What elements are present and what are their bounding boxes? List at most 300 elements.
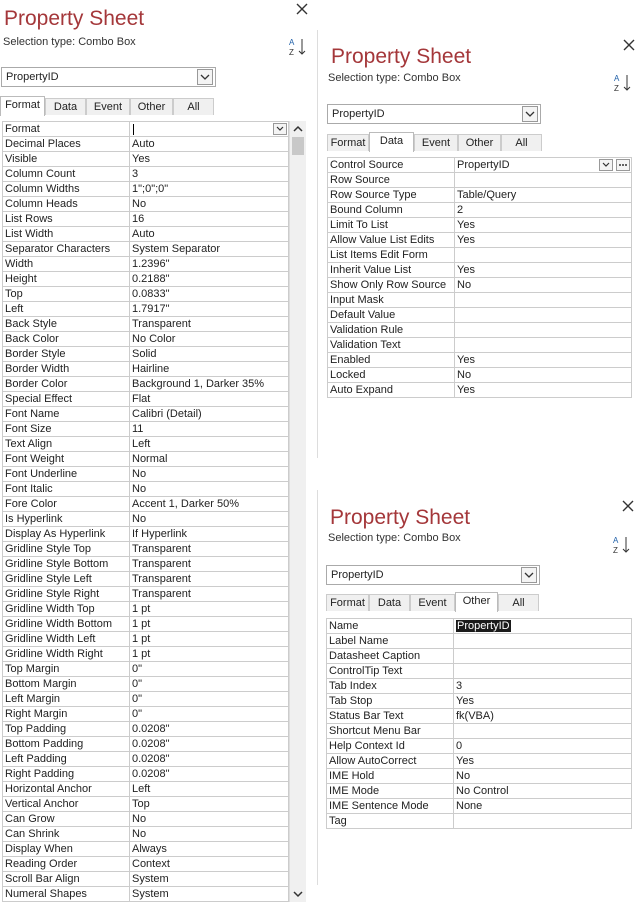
- property-label: Right Margin: [5, 708, 68, 720]
- close-icon[interactable]: [296, 3, 308, 15]
- property-row-row-source-type[interactable]: [327, 188, 632, 203]
- tab-event[interactable]: Event: [86, 98, 130, 115]
- property-value[interactable]: 16: [132, 213, 145, 225]
- property-value[interactable]: No: [132, 813, 147, 825]
- property-label: Numeral Shapes: [5, 888, 87, 900]
- column-separator: [453, 814, 454, 828]
- property-value[interactable]: Auto: [132, 138, 155, 150]
- property-row-column-count[interactable]: [2, 167, 289, 182]
- property-row-gridline-style-left[interactable]: [2, 572, 289, 587]
- tab-bar: [327, 132, 627, 151]
- property-label: Enabled: [330, 354, 371, 366]
- property-value[interactable]: Table/Query: [457, 189, 517, 201]
- property-row-height[interactable]: [2, 272, 289, 287]
- tab-data[interactable]: Data: [45, 98, 86, 115]
- row-border: [326, 709, 327, 723]
- property-row-top-margin[interactable]: [2, 662, 289, 677]
- property-row-tab-stop[interactable]: [326, 694, 632, 709]
- property-value[interactable]: No Color: [132, 333, 176, 345]
- column-separator: [129, 797, 130, 811]
- property-label: Help Context Id: [329, 740, 405, 752]
- property-value[interactable]: fk(VBA): [456, 710, 494, 722]
- close-icon[interactable]: [622, 500, 634, 512]
- property-value[interactable]: 1 pt: [132, 633, 151, 645]
- column-separator: [129, 182, 130, 196]
- property-row-allow-value-list-edits[interactable]: [327, 233, 632, 248]
- property-row-validation-text[interactable]: [327, 338, 632, 353]
- column-separator: [454, 188, 455, 202]
- property-grid: [326, 618, 632, 829]
- row-border: [2, 872, 3, 886]
- property-row-border-color[interactable]: [2, 377, 289, 392]
- property-row-text-align[interactable]: [2, 437, 289, 452]
- property-row-can-grow[interactable]: [2, 812, 289, 827]
- property-row-status-bar-text[interactable]: [326, 709, 632, 724]
- row-border: [631, 649, 632, 663]
- property-row-label-name[interactable]: [326, 634, 632, 649]
- property-row-font-italic[interactable]: [2, 482, 289, 497]
- row-border: [2, 632, 3, 646]
- property-value[interactable]: Solid: [132, 348, 157, 360]
- property-value[interactable]: 0.0208": [132, 768, 170, 780]
- row-border: [2, 842, 3, 856]
- sort-az-icon[interactable]: [289, 37, 307, 57]
- property-row-name[interactable]: [326, 619, 632, 634]
- row-border: [2, 527, 3, 541]
- property-value[interactable]: Yes: [457, 219, 475, 231]
- property-label: List Rows: [5, 213, 53, 225]
- tab-other[interactable]: Other: [455, 592, 498, 612]
- sort-az-icon[interactable]: [613, 535, 631, 555]
- property-label: Bottom Padding: [5, 738, 84, 750]
- tab-all[interactable]: All: [501, 134, 542, 151]
- column-separator: [129, 227, 130, 241]
- property-value[interactable]: 1.7917": [132, 303, 170, 315]
- property-row-bottom-margin[interactable]: [2, 677, 289, 692]
- property-row-border-style[interactable]: [2, 347, 289, 362]
- column-separator: [453, 769, 454, 783]
- property-value[interactable]: 1.2396": [132, 258, 170, 270]
- row-border: [2, 407, 3, 421]
- column-separator: [129, 647, 130, 661]
- column-separator: [453, 799, 454, 813]
- tab-all[interactable]: All: [173, 98, 214, 115]
- close-icon[interactable]: [623, 39, 635, 51]
- property-row-numeral-shapes[interactable]: [2, 887, 289, 902]
- property-row-tab-index[interactable]: [326, 679, 632, 694]
- scroll-down-icon[interactable]: [290, 886, 306, 902]
- scrollbar[interactable]: [289, 121, 306, 902]
- row-border: [631, 263, 632, 277]
- property-row-allow-autocorrect[interactable]: [326, 754, 632, 769]
- tab-other[interactable]: Other: [130, 98, 173, 115]
- property-label: Gridline Width Right: [5, 648, 103, 660]
- property-row-gridline-width-right[interactable]: [2, 647, 289, 662]
- property-label: Tab Index: [329, 680, 377, 692]
- control-selector[interactable]: [1, 67, 216, 87]
- row-border: [326, 724, 327, 738]
- row-border: [326, 769, 327, 783]
- column-separator: [129, 737, 130, 751]
- property-value[interactable]: Calibri (Detail): [132, 408, 202, 420]
- chevron-down-icon[interactable]: [521, 567, 537, 583]
- property-label: Column Heads: [5, 198, 78, 210]
- row-border: [327, 218, 328, 232]
- property-row-gridline-style-right[interactable]: [2, 587, 289, 602]
- property-row-enabled[interactable]: [327, 353, 632, 368]
- property-label: Font Weight: [5, 453, 65, 465]
- property-row-limit-to-list[interactable]: [327, 218, 632, 233]
- property-value[interactable]: Left: [132, 783, 151, 795]
- property-value[interactable]: Transparent: [132, 543, 191, 555]
- property-label: Display When: [5, 843, 73, 855]
- property-row-horizontal-anchor[interactable]: [2, 782, 289, 797]
- row-border: [631, 278, 632, 292]
- property-row-right-padding[interactable]: [2, 767, 289, 782]
- property-value[interactable]: 0.2188": [132, 273, 170, 285]
- property-row-default-value[interactable]: [327, 308, 632, 323]
- property-row-locked[interactable]: [327, 368, 632, 383]
- property-value[interactable]: System Separator: [132, 243, 221, 255]
- property-value[interactable]: 0.0833": [132, 288, 170, 300]
- property-value[interactable]: 11: [132, 423, 144, 435]
- property-row-right-margin[interactable]: [2, 707, 289, 722]
- page-title: Property Sheet: [331, 45, 472, 68]
- row-border: [631, 634, 632, 648]
- row-border: [327, 233, 328, 247]
- column-separator: [129, 332, 130, 346]
- scroll-thumb[interactable]: [292, 137, 304, 155]
- scroll-up-icon[interactable]: [290, 121, 306, 137]
- row-border: [2, 332, 3, 346]
- tab-event[interactable]: Event: [414, 134, 458, 151]
- column-separator: [129, 362, 130, 376]
- property-row-column-widths[interactable]: [2, 182, 289, 197]
- column-separator: [129, 242, 130, 256]
- property-value[interactable]: Yes: [456, 695, 474, 707]
- column-separator: [454, 233, 455, 247]
- column-separator: [129, 152, 130, 166]
- row-border: [2, 392, 3, 406]
- row-border: [631, 233, 632, 247]
- property-row-ime-hold[interactable]: [326, 769, 632, 784]
- property-value[interactable]: 2: [457, 204, 464, 216]
- row-border: [631, 173, 632, 187]
- property-label: Visible: [5, 153, 38, 165]
- property-label: Input Mask: [330, 294, 384, 306]
- row-border: [327, 278, 328, 292]
- row-border: [2, 887, 3, 901]
- svg-text:Z: Z: [614, 84, 619, 93]
- row-border: [326, 739, 327, 753]
- property-row-auto-expand[interactable]: [327, 383, 632, 398]
- property-row-back-color[interactable]: [2, 332, 289, 347]
- chevron-down-icon[interactable]: [599, 159, 613, 171]
- property-value[interactable]: 0.0208": [132, 753, 170, 765]
- property-value[interactable]: Top: [132, 798, 150, 810]
- property-row-display-as-hyperlink[interactable]: [2, 527, 289, 542]
- column-separator: [129, 122, 130, 136]
- property-label: Border Width: [5, 363, 70, 375]
- column-separator: [453, 724, 454, 738]
- property-row-shortcut-menu-bar[interactable]: [326, 724, 632, 739]
- row-border: [2, 647, 3, 661]
- tab-format[interactable]: Format: [0, 96, 45, 116]
- property-label: Back Color: [5, 333, 59, 345]
- property-value[interactable]: System: [132, 873, 169, 885]
- property-row-visible[interactable]: [2, 152, 289, 167]
- property-value[interactable]: No: [457, 279, 472, 291]
- property-row-fore-color[interactable]: [2, 497, 289, 512]
- property-value[interactable]: 1 pt: [132, 648, 151, 660]
- property-value[interactable]: Normal: [132, 453, 168, 465]
- chevron-down-icon[interactable]: [522, 106, 538, 122]
- property-label: Left: [5, 303, 24, 315]
- row-border: [326, 679, 327, 693]
- property-sheet-format: [0, 0, 312, 905]
- property-value[interactable]: No Control: [456, 785, 509, 797]
- tab-format[interactable]: Format: [327, 134, 369, 151]
- selection-type: Selection type: Combo Box: [328, 532, 461, 544]
- row-border: [2, 167, 3, 181]
- property-value[interactable]: 1 pt: [132, 618, 151, 630]
- property-row-row-source[interactable]: [327, 173, 632, 188]
- column-separator: [129, 467, 130, 481]
- property-row-width[interactable]: [2, 257, 289, 272]
- row-border: [327, 368, 328, 382]
- property-row-validation-rule[interactable]: [327, 323, 632, 338]
- property-value[interactable]: No: [132, 513, 147, 525]
- property-row-font-weight[interactable]: [2, 452, 289, 467]
- property-row-reading-order[interactable]: [2, 857, 289, 872]
- row-border: [326, 664, 327, 678]
- row-border: [327, 383, 328, 397]
- property-row-back-style[interactable]: [2, 317, 289, 332]
- chevron-down-icon[interactable]: [197, 69, 213, 85]
- control-selector[interactable]: [326, 565, 540, 585]
- property-value[interactable]: 0.0208": [132, 738, 170, 750]
- property-value[interactable]: Auto: [132, 228, 155, 240]
- property-row-gridline-width-top[interactable]: [2, 602, 289, 617]
- property-row-gridline-style-bottom[interactable]: [2, 557, 289, 572]
- tab-event[interactable]: Event: [410, 594, 455, 611]
- property-row-gridline-style-top[interactable]: [2, 542, 289, 557]
- row-border: [327, 308, 328, 322]
- property-row-separator-characters[interactable]: [2, 242, 289, 257]
- property-label: Tab Stop: [329, 695, 373, 707]
- property-row-left[interactable]: [2, 302, 289, 317]
- property-row-show-only-row-source[interactable]: [327, 278, 632, 293]
- property-value[interactable]: Flat: [132, 393, 151, 405]
- property-row-gridline-width-bottom[interactable]: [2, 617, 289, 632]
- column-separator: [129, 317, 130, 331]
- row-border: [631, 724, 632, 738]
- column-separator: [129, 872, 130, 886]
- property-row-controltip-text[interactable]: [326, 664, 632, 679]
- property-value[interactable]: Context: [132, 858, 170, 870]
- property-row-border-width[interactable]: [2, 362, 289, 377]
- property-value[interactable]: No: [457, 369, 472, 381]
- property-row-input-mask[interactable]: [327, 293, 632, 308]
- property-row-list-items-edit-form[interactable]: [327, 248, 632, 263]
- sort-az-icon[interactable]: [614, 73, 632, 93]
- property-row-decimal-places[interactable]: [2, 137, 289, 152]
- property-value[interactable]: Yes: [457, 234, 475, 246]
- property-label: Column Count: [5, 168, 76, 180]
- control-selector[interactable]: [327, 104, 541, 124]
- property-label: Shortcut Menu Bar: [329, 725, 421, 737]
- tab-format[interactable]: Format: [326, 594, 369, 611]
- property-row-vertical-anchor[interactable]: [2, 797, 289, 812]
- property-row-top-padding[interactable]: [2, 722, 289, 737]
- column-separator: [129, 212, 130, 226]
- property-value[interactable]: No: [456, 770, 471, 782]
- property-row-gridline-width-left[interactable]: [2, 632, 289, 647]
- property-row-left-margin[interactable]: [2, 692, 289, 707]
- selected-text[interactable]: PropertyID: [457, 620, 510, 632]
- property-value[interactable]: 1 pt: [132, 603, 151, 615]
- property-value[interactable]: [456, 619, 511, 634]
- row-border: [326, 634, 327, 648]
- property-label: IME Hold: [329, 770, 375, 782]
- property-value[interactable]: 0: [456, 740, 463, 752]
- tab-other[interactable]: Other: [458, 134, 501, 151]
- row-border: [2, 857, 3, 871]
- row-border: [2, 467, 3, 481]
- builder-ellipsis-icon[interactable]: [616, 159, 630, 171]
- row-border: [327, 158, 328, 172]
- page-title: Property Sheet: [4, 7, 145, 30]
- property-row-font-size[interactable]: [2, 422, 289, 437]
- row-border: [631, 664, 632, 678]
- column-separator: [454, 158, 455, 172]
- property-row-special-effect[interactable]: [2, 392, 289, 407]
- property-label: Gridline Width Top: [5, 603, 95, 615]
- property-value[interactable]: 3: [456, 680, 463, 692]
- property-value[interactable]: Yes: [132, 153, 150, 165]
- tab-data[interactable]: Data: [369, 132, 414, 152]
- row-border: [631, 293, 632, 307]
- property-row-list-width[interactable]: [2, 227, 289, 242]
- property-grid: [2, 121, 289, 902]
- property-row-datasheet-caption[interactable]: [326, 649, 632, 664]
- chevron-down-icon[interactable]: [273, 123, 287, 135]
- tab-all[interactable]: All: [498, 594, 539, 611]
- row-border: [631, 709, 632, 723]
- row-border: [327, 248, 328, 262]
- property-row-inherit-value-list[interactable]: [327, 263, 632, 278]
- column-separator: [129, 617, 130, 631]
- property-label: Font Italic: [5, 483, 53, 495]
- property-value[interactable]: Accent 1, Darker 50%: [132, 498, 239, 510]
- property-row-display-when[interactable]: [2, 842, 289, 857]
- property-value[interactable]: Yes: [457, 354, 475, 366]
- property-value[interactable]: No: [132, 198, 147, 210]
- property-row-help-context-id[interactable]: [326, 739, 632, 754]
- svg-text:Z: Z: [613, 546, 618, 555]
- row-border: [326, 754, 327, 768]
- property-value[interactable]: If Hyperlink: [132, 528, 188, 540]
- property-row-list-rows[interactable]: [2, 212, 289, 227]
- property-label: Horizontal Anchor: [5, 783, 92, 795]
- property-value[interactable]: PropertyID: [457, 159, 510, 171]
- property-row-tag[interactable]: [326, 814, 632, 829]
- property-row-column-heads[interactable]: [2, 197, 289, 212]
- property-value[interactable]: No: [132, 828, 147, 840]
- property-value[interactable]: 0.0208": [132, 723, 170, 735]
- property-row-left-padding[interactable]: [2, 752, 289, 767]
- column-separator: [453, 754, 454, 768]
- tab-data[interactable]: Data: [369, 594, 410, 611]
- property-value[interactable]: No: [132, 468, 147, 480]
- row-border: [2, 797, 3, 811]
- property-value[interactable]: Always: [132, 843, 167, 855]
- property-label: Can Shrink: [5, 828, 60, 840]
- property-row-ime-sentence-mode[interactable]: [326, 799, 632, 814]
- property-row-is-hyperlink[interactable]: [2, 512, 289, 527]
- property-row-font-underline[interactable]: [2, 467, 289, 482]
- property-value[interactable]: 3: [132, 168, 139, 180]
- column-separator: [129, 587, 130, 601]
- property-value[interactable]: 0": [132, 708, 143, 720]
- property-row-font-name[interactable]: [2, 407, 289, 422]
- property-row-ime-mode[interactable]: [326, 784, 632, 799]
- column-separator: [129, 602, 130, 616]
- property-value[interactable]: Background 1, Darker 35%: [132, 378, 265, 390]
- property-row-top[interactable]: [2, 287, 289, 302]
- property-value[interactable]: None: [456, 800, 483, 812]
- property-value[interactable]: 1";0";0": [132, 183, 169, 195]
- column-separator: [129, 857, 130, 871]
- property-value[interactable]: No: [132, 483, 147, 495]
- property-row-scroll-bar-align[interactable]: [2, 872, 289, 887]
- column-separator: [453, 679, 454, 693]
- property-value[interactable]: Hairline: [132, 363, 170, 375]
- row-border: [2, 317, 3, 331]
- row-border: [2, 737, 3, 751]
- column-separator: [129, 137, 130, 151]
- property-value[interactable]: Left: [132, 438, 151, 450]
- column-separator: [129, 527, 130, 541]
- property-label: Format: [5, 123, 40, 135]
- row-border: [631, 784, 632, 798]
- column-separator: [129, 272, 130, 286]
- property-value[interactable]: Yes: [456, 755, 474, 767]
- property-value[interactable]: Yes: [457, 384, 475, 396]
- property-value[interactable]: Transparent: [132, 558, 191, 570]
- property-row-control-source[interactable]: [327, 158, 632, 173]
- property-row-can-shrink[interactable]: [2, 827, 289, 842]
- column-separator: [454, 278, 455, 292]
- property-value[interactable]: 0": [132, 663, 143, 675]
- property-value[interactable]: 0": [132, 693, 143, 705]
- property-value[interactable]: 0": [132, 678, 143, 690]
- row-border: [2, 242, 3, 256]
- property-value[interactable]: Transparent: [132, 573, 191, 585]
- column-separator: [453, 784, 454, 798]
- property-label: Column Widths: [5, 183, 80, 195]
- svg-text:Z: Z: [289, 48, 294, 57]
- property-label: Gridline Width Left: [5, 633, 96, 645]
- column-separator: [454, 248, 455, 262]
- property-row-bottom-padding[interactable]: [2, 737, 289, 752]
- property-row-format[interactable]: [2, 122, 289, 137]
- property-value[interactable]: Yes: [457, 264, 475, 276]
- property-value[interactable]: System: [132, 888, 169, 900]
- property-row-bound-column[interactable]: [327, 203, 632, 218]
- property-value[interactable]: Transparent: [132, 318, 191, 330]
- property-value[interactable]: Transparent: [132, 588, 191, 600]
